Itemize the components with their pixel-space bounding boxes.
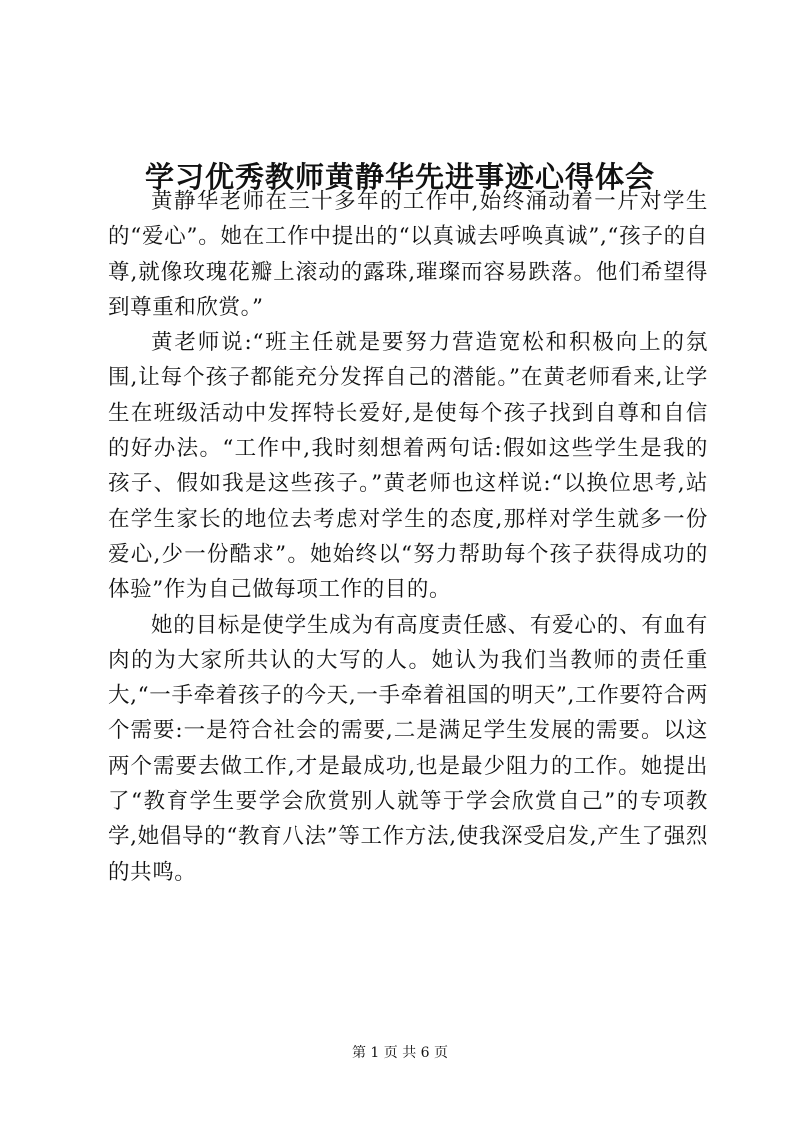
page-number-footer: 第 1 页 共 6 页: [351, 1045, 449, 1061]
paragraph-1: 黄静华老师在三十多年的工作中,始终涌动着一片对学生的“爱心”。她在工作中提出的“以真诚去呼唤真诚”,“孩子的自尊,就像玫瑰花瓣上滚动的露珠,璀璨而容易跌落。他们希望得到尊重和欣赏。”: [108, 189, 708, 320]
document-body: [108, 184, 708, 890]
document-title: 学习优秀教师黄静华先进事迹心得体会: [144, 160, 655, 195]
paragraph-3: 她的目标是使学生成为有高度责任感、有爱心的、有血有肉的为大家所共认的大写的人。她认为我们当教师的责任重大,“一手牵着孩子的今天,一手牵着祖国的明天”,工作要符合两个需要:一是符合社会的需要,二是满足学生发展的需要。以这两个需要去做工作,才是最成功,也是最少阻力的工作。她提出了“教育学生要学会欣赏别人就等于学会欣赏自己”的专项教学,她倡导的“教育八法”等工作方法,使我深受启发,产生了强烈的共鸣。: [108, 612, 708, 885]
paragraph-2: 黄老师说:“班主任就是要努力营造宽松和积极向上的氛围,让每个孩子都能充分发挥自己的潜能。”在黄老师看来,让学生在班级活动中发挥特长爱好,是使每个孩子找到自尊和自信的好办法。“工作中,我时刻想着两句话:假如这些学生是我的孩子、假如我是这些孩子。”黄老师也这样说:“以换位思考,站在学生家长的地位去考虑对学生的态度,那样对学生就多一份爱心,少一份酷求”。她始终以“努力帮助每个孩子获得成功的体验”作为自己做每项工作的目的。: [108, 330, 708, 603]
